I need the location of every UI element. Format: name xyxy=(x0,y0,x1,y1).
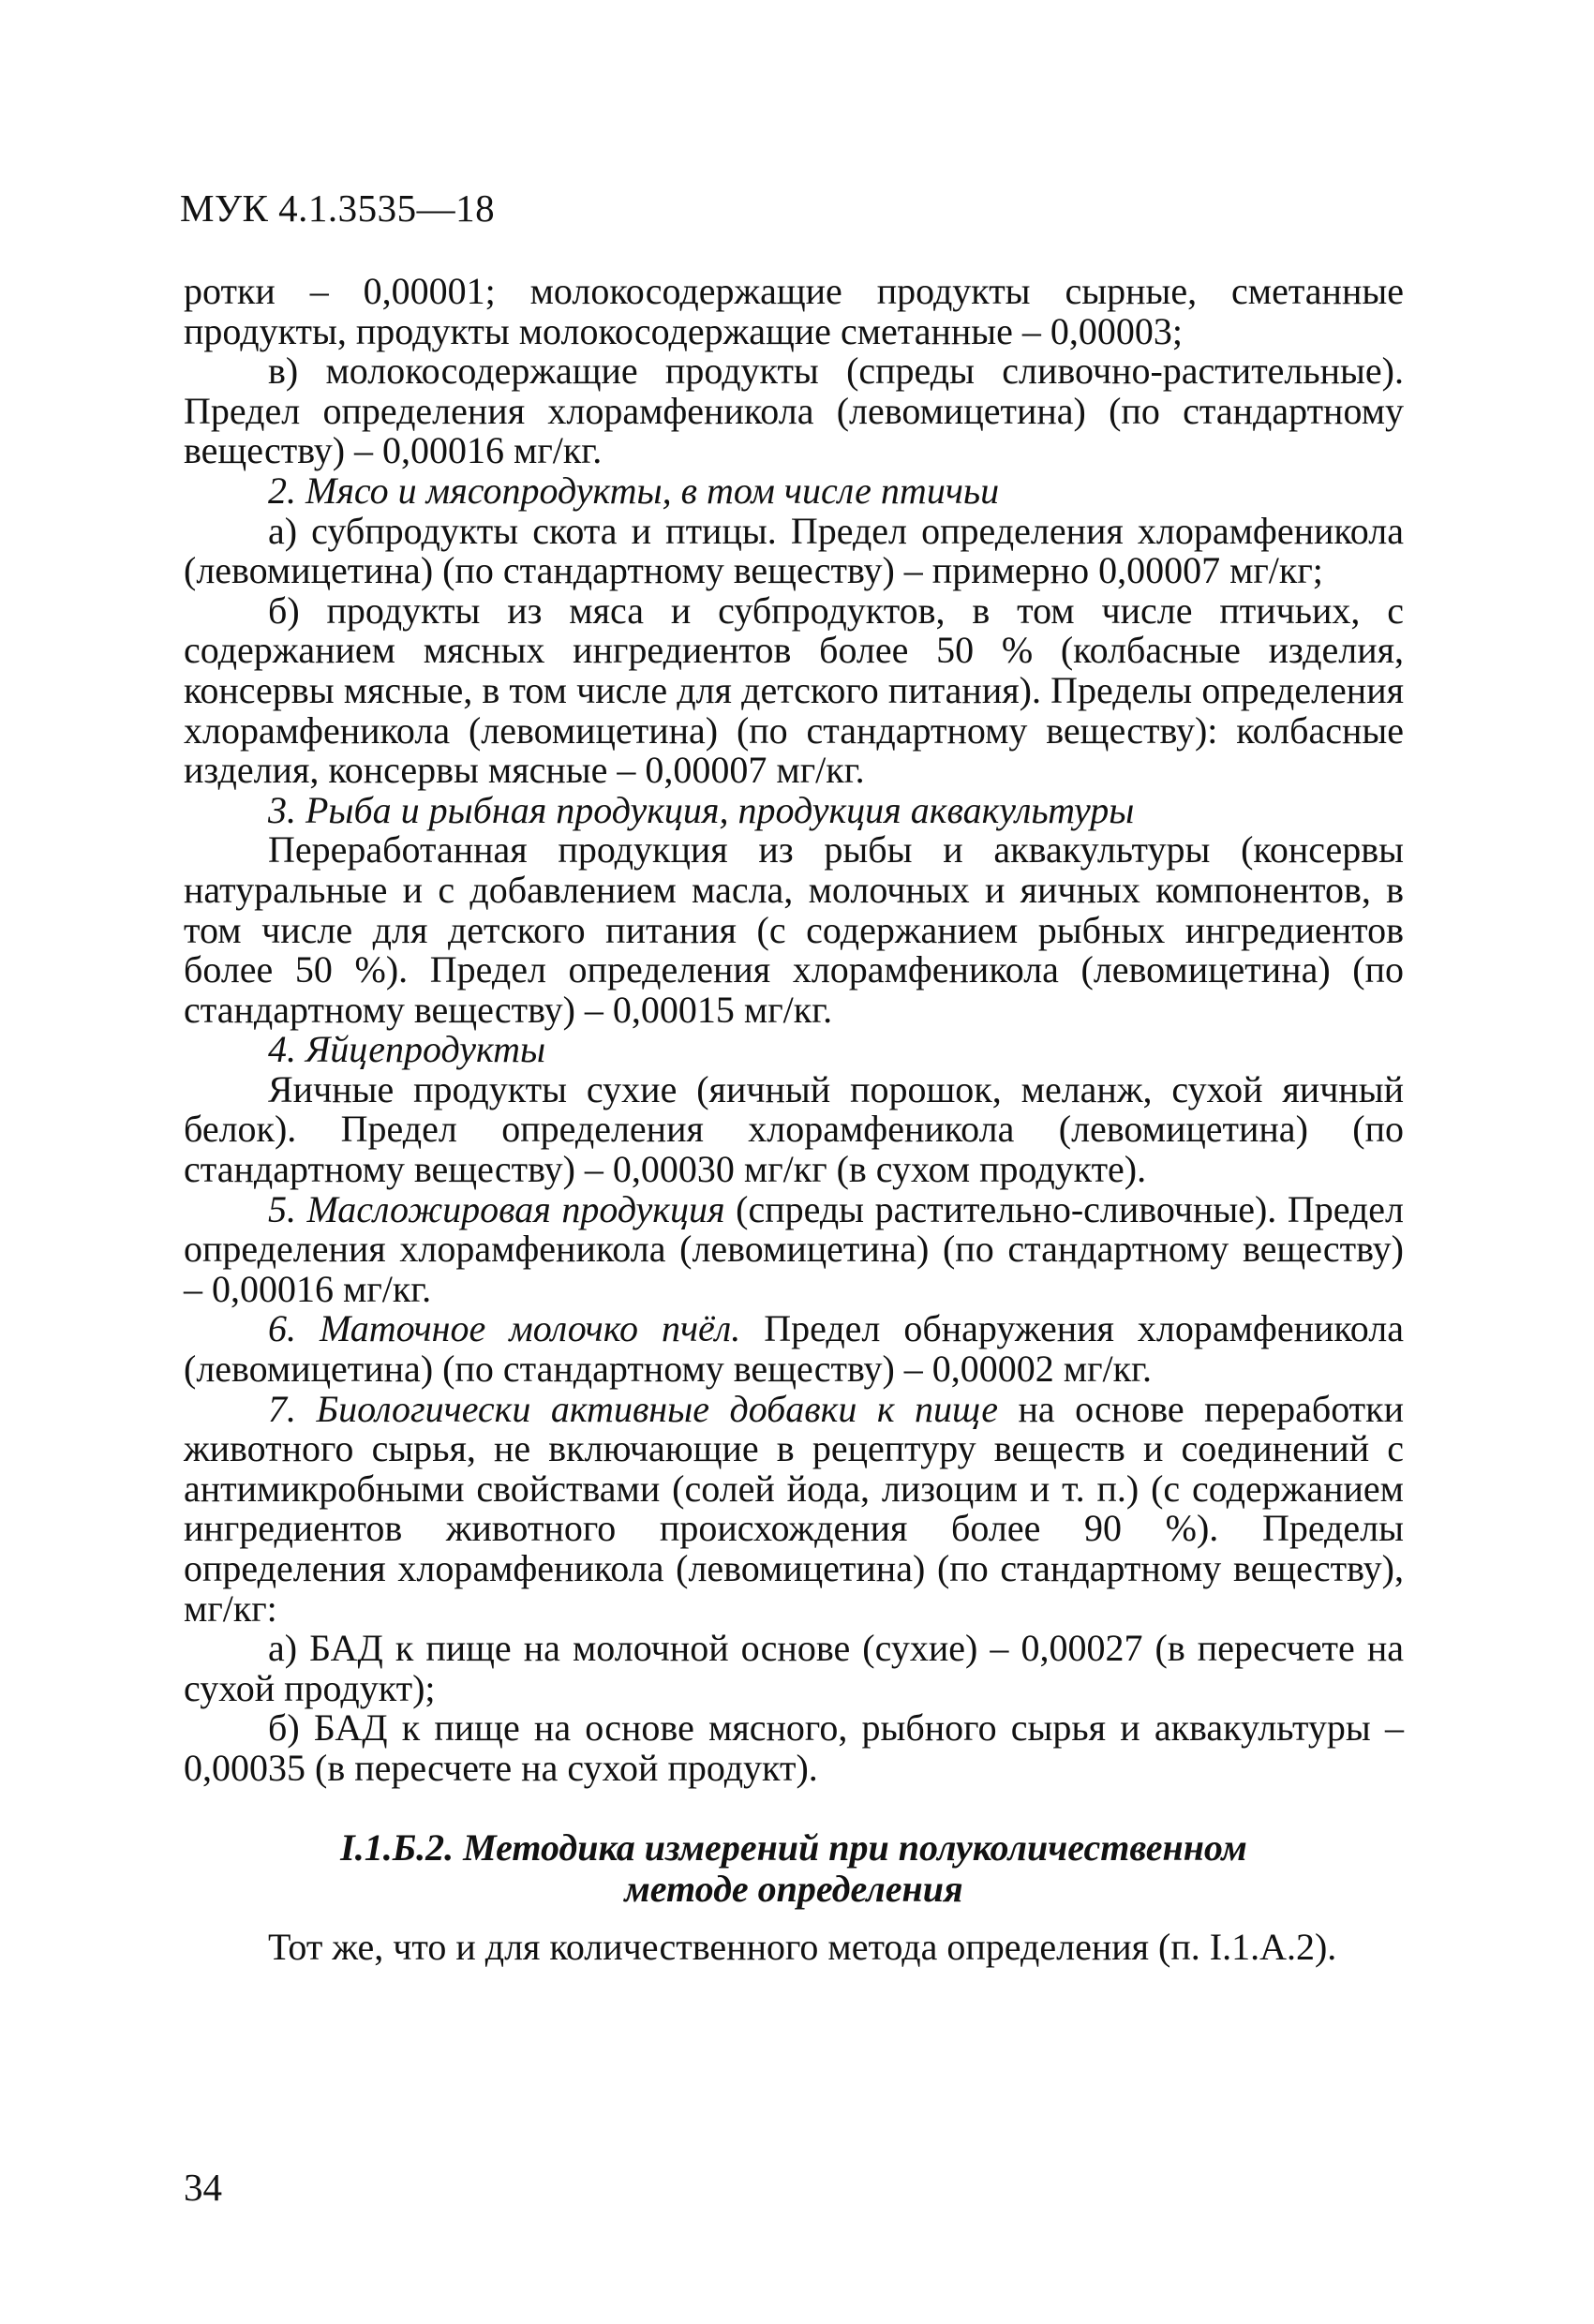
paragraph-italic-span: 7. Биологически активные добавки к пище xyxy=(268,1387,998,1430)
paragraph-span: а) субпродукты скота и птицы. Предел определения хлорамфеникола (левомицетина) (по стандартному веществу) – примерно 0,00007 мг/кг; xyxy=(184,509,1404,592)
paragraph xyxy=(184,1629,1404,1708)
paragraph xyxy=(184,1187,1404,1310)
paragraph xyxy=(184,272,1404,351)
document-code-header: МУК 4.1.3535—18 xyxy=(180,186,496,230)
paragraph-italic-span: 3. Рыба и рыбная продукция, продукция аквакультуры xyxy=(268,788,1135,831)
paragraph-span: (спреды растительно-сливочные). Предел определения хлорамфеникола (левомицетина) (по стандартному веществу) – 0,00016 мг/кг. xyxy=(184,1187,1404,1310)
section-heading xyxy=(184,1827,1404,1910)
page-number: 34 xyxy=(184,2166,222,2209)
paragraph-span: б) БАД к пище на основе мясного, рыбного сырья и аквакультуры – 0,00035 (в пересчете на сухой продукт). xyxy=(184,1706,1404,1789)
paragraph-span: б) продукты из мяса и субпродуктов, в том числе птичьих, с содержанием мясных ингредиентов более 50 % (колбасные изделия, консервы мясные, в том числе для детского питания). Пределы определения хлорамфеникола (левомицетина) (по стандартному веществу): колбасные изделия, консервы мясные – 0,00007 мг/кг. xyxy=(184,588,1404,792)
paragraph-italic-span: 4. Яйцепродукты xyxy=(268,1028,546,1071)
paragraph xyxy=(184,1387,1404,1630)
paragraph xyxy=(184,788,1404,831)
paragraph-italic-span: 6. Маточное молочко пчёл. xyxy=(268,1307,741,1350)
paragraph-span: Яичные продукты сухие (яичный порошок, меланж, сухой яичный белок). Предел определения хлорамфеникола (левомицетина) (по стандартному веществу) – 0,00030 мг/кг (в сухом продукте). xyxy=(184,1067,1404,1191)
paragraph-span: на основе переработки животного сырья, не включающие в рецептуру веществ и соединений с антимикробными свойствами (солей йода, лизоцим и т. п.) (с содержанием ингредиентов животного происхождения более 90 %). Пределы определения хлорамфеникола (левомицетина) (по стандартному веществу), мг/кг: xyxy=(184,1387,1404,1630)
paragraph-span: ротки – 0,00001; молокосодержащие продукты сырные, сметанные продукты, продукты молокосодержащие сметанные – 0,00003; xyxy=(184,270,1404,352)
body-text xyxy=(184,272,1404,1789)
section-text: Тот же, что и для количественного метода определения (п. I.1.А.2). xyxy=(268,1926,1337,1968)
paragraph xyxy=(184,1309,1404,1389)
section-heading-line-1: I.1.Б.2. Методика измерений при полуколичественном xyxy=(340,1826,1247,1869)
paragraph-span: Предел обнаружения хлорамфеникола (левомицетина) (по стандартному веществу) – 0,00002 мг/кг. xyxy=(184,1307,1404,1391)
paragraph xyxy=(184,471,1404,512)
paragraph xyxy=(184,351,1404,471)
section-heading-line-2: методе определения xyxy=(624,1868,963,1910)
paragraph-italic-span: 5. Масложировая продукция xyxy=(268,1187,725,1230)
paragraph xyxy=(184,1708,1404,1788)
paragraph-span: в) молокосодержащие продукты (спреды сливочно-растительные). Предел определения хлорамфеникола (левомицетина) (по стандартному веществу) – 0,00016 мг/кг. xyxy=(184,350,1404,472)
paragraph-span: а) БАД к пище на молочной основе (сухие) – 0,00027 (в пересчете на сухой продукт); xyxy=(184,1627,1404,1709)
paragraph-italic-span: 2. Мясо и мясопродукты, в том числе птичьи xyxy=(268,469,1000,512)
paragraph xyxy=(184,1067,1404,1191)
paragraph xyxy=(184,1030,1404,1070)
paragraph xyxy=(184,588,1404,792)
paragraph xyxy=(184,830,1404,1030)
paragraph xyxy=(184,509,1404,592)
paragraph-span: Переработанная продукция из рыбы и аквакультуры (консервы натуральные и с добавлением масла, молочных и яичных компонентов, в том числе для детского питания (с содержанием рыбных ингредиентов более 50 %). Предел определения хлорамфеникола (левомицетина) (по стандартному веществу) – 0,00015 мг/кг. xyxy=(184,828,1404,1031)
